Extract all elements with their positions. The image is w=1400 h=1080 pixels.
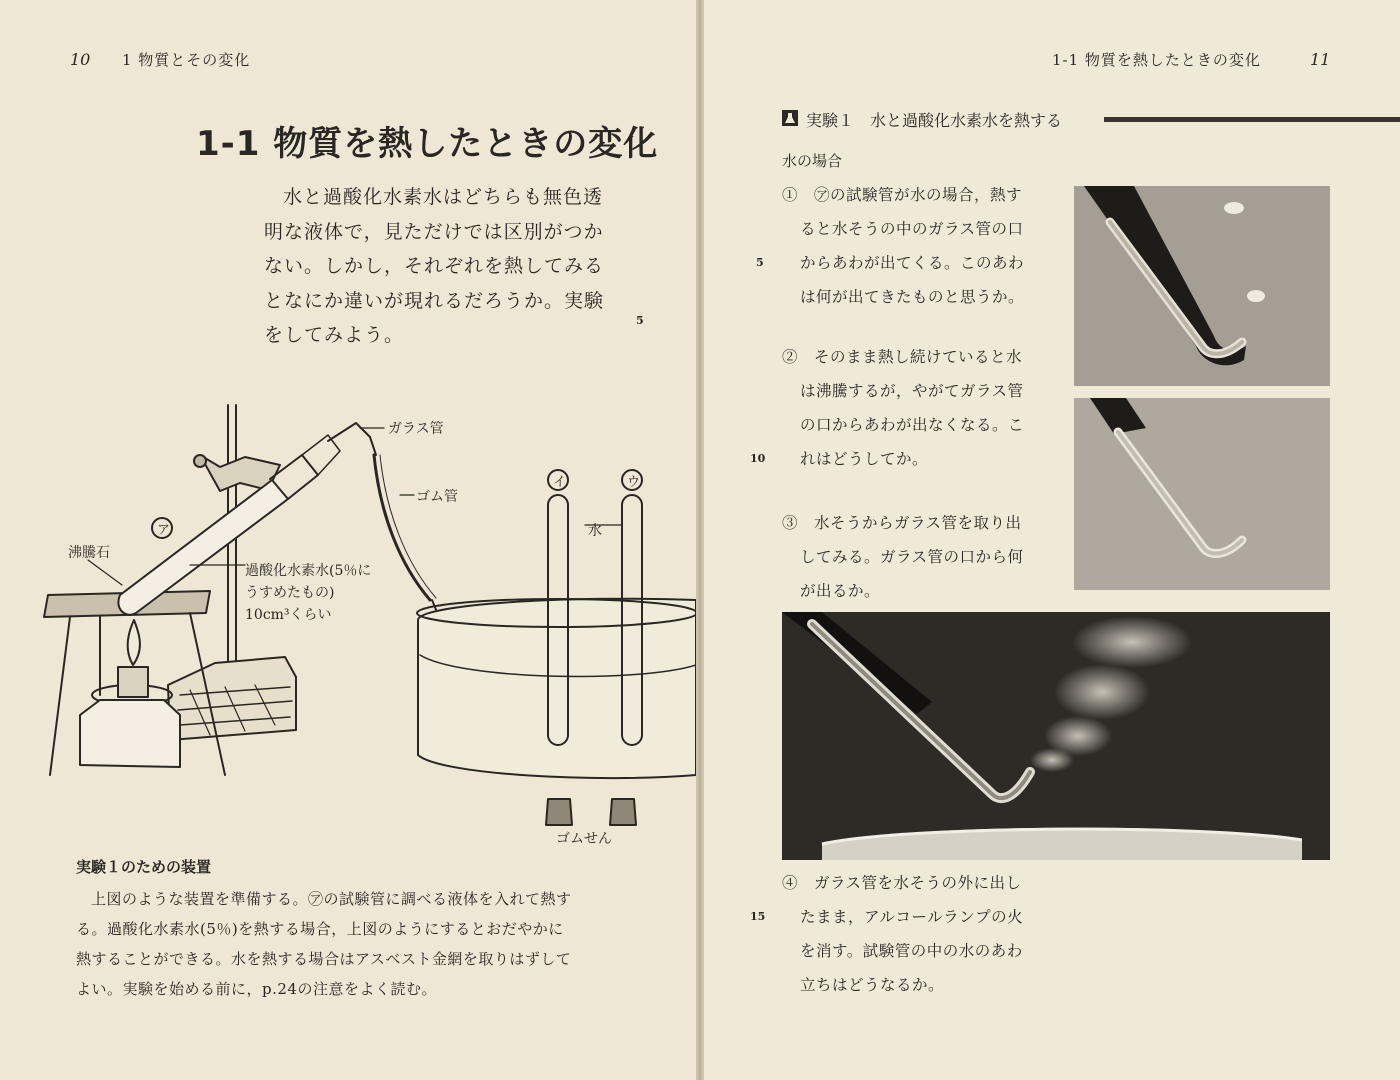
label-sample-line: 過酸化水素水(5％に xyxy=(245,563,372,579)
section-title: 1-1 物質を熱したときの変化 xyxy=(196,124,659,164)
beaker-icon xyxy=(782,110,798,126)
question-line: ると水そうの中のガラス管の口 xyxy=(800,220,1024,238)
caption-title: 実験１のための装置 xyxy=(76,858,212,876)
running-head-right: 1-1 物質を熱したときの変化 xyxy=(1052,51,1261,69)
question-line: してみる。ガラス管の口から何 xyxy=(800,548,1024,566)
line-number-marker: 15 xyxy=(750,910,766,923)
intro-line: をしてみよう。 xyxy=(264,324,405,346)
photo-steam-image xyxy=(782,612,1330,860)
caption-line: よい。実験を始める前に，p.24の注意をよく読む。 xyxy=(76,980,437,998)
intro-paragraph xyxy=(264,180,636,353)
intro-line: となにか違いが現れるだろうか。実験 xyxy=(264,289,605,312)
caption-line: る。過酸化水素水(5％)を熱する場合，上図のようにするとおだやかに xyxy=(76,920,564,938)
label-water: 水 xyxy=(588,523,602,539)
line-number-marker: 10 xyxy=(750,452,766,465)
left-page xyxy=(0,0,696,1080)
running-head-left: 1 物質とその変化 xyxy=(122,51,251,69)
photo-no-bubbles xyxy=(1074,398,1330,590)
line-number-marker: 5 xyxy=(756,256,764,269)
label-sample-line: うすめたもの) xyxy=(245,585,335,601)
question-line: を消す。試験管の中の水のあわ xyxy=(800,942,1023,960)
label-test-tube-i: イ xyxy=(553,475,567,490)
heading-rule xyxy=(1104,117,1400,122)
question-line: ④ ガラス管を水そうの外に出し xyxy=(782,874,1022,892)
question-line: たまま，アルコールランプの火 xyxy=(800,908,1024,926)
label-rubber-tube: ゴム管 xyxy=(416,489,458,505)
label-sample-line: 10cm³くらい xyxy=(245,607,332,623)
page-number-right: 11 xyxy=(1310,50,1331,69)
label-boiling-stone: 沸騰石 xyxy=(68,545,110,561)
caption-line: 熱することができる。水を熱する場合はアスベスト金網を取りはずして xyxy=(76,950,572,968)
photo-steam xyxy=(782,612,1330,860)
apparatus-illustration xyxy=(40,395,696,855)
page-number-left: 10 xyxy=(70,50,91,69)
question-4 xyxy=(782,866,1023,1002)
label-rubber-stopper: ゴムせん xyxy=(556,831,612,847)
question-line: ② そのまま熱し続けていると水 xyxy=(782,348,1023,366)
question-2 xyxy=(782,340,1024,476)
photo-bubbles xyxy=(1074,186,1330,386)
question-line: は沸騰するが，やがてガラス管 xyxy=(800,382,1024,400)
intro-line: 明な液体で，見ただけでは区別がつか xyxy=(264,220,604,243)
label-test-tube-a: ア xyxy=(157,523,171,538)
question-line: が出るか。 xyxy=(800,582,881,600)
photo-bubbles-image xyxy=(1074,186,1330,386)
experiment-heading: 実験１ 水と過酸化水素水を熱する xyxy=(806,111,1063,130)
intro-line: 水と過酸化水素水はどちらも無色透 xyxy=(283,186,604,208)
question-line: の口からあわが出なくなる。こ xyxy=(800,416,1025,434)
question-line: ③ 水そうからガラス管を取り出 xyxy=(782,514,1022,532)
line-number-marker: 5 xyxy=(636,314,644,327)
intro-line: ない。しかし，それぞれを熱してみる xyxy=(264,255,605,277)
water-case-label: 水の場合 xyxy=(782,152,843,170)
question-line: ① ㋐の試験管が水の場合，熱す xyxy=(782,186,1023,204)
question-3 xyxy=(782,506,1024,608)
photo-no-bubbles-image xyxy=(1074,398,1330,590)
caption-body xyxy=(76,884,628,1004)
question-line: からあわが出てくる。このあわ xyxy=(800,254,1025,272)
question-line: は何が出てきたものと思うか。 xyxy=(800,288,1025,306)
beaker-icon-glyph xyxy=(782,110,798,126)
label-test-tube-u: ウ xyxy=(627,475,641,490)
question-line: 立ちはどうなるか。 xyxy=(800,976,945,994)
label-glass-tube: ガラス管 xyxy=(388,421,444,437)
question-line: れはどうしてか。 xyxy=(800,450,929,468)
question-1 xyxy=(782,178,1024,314)
caption-line: 上図のような装置を準備する。㋐の試験管に調べる液体を入れて熱す xyxy=(91,890,572,908)
